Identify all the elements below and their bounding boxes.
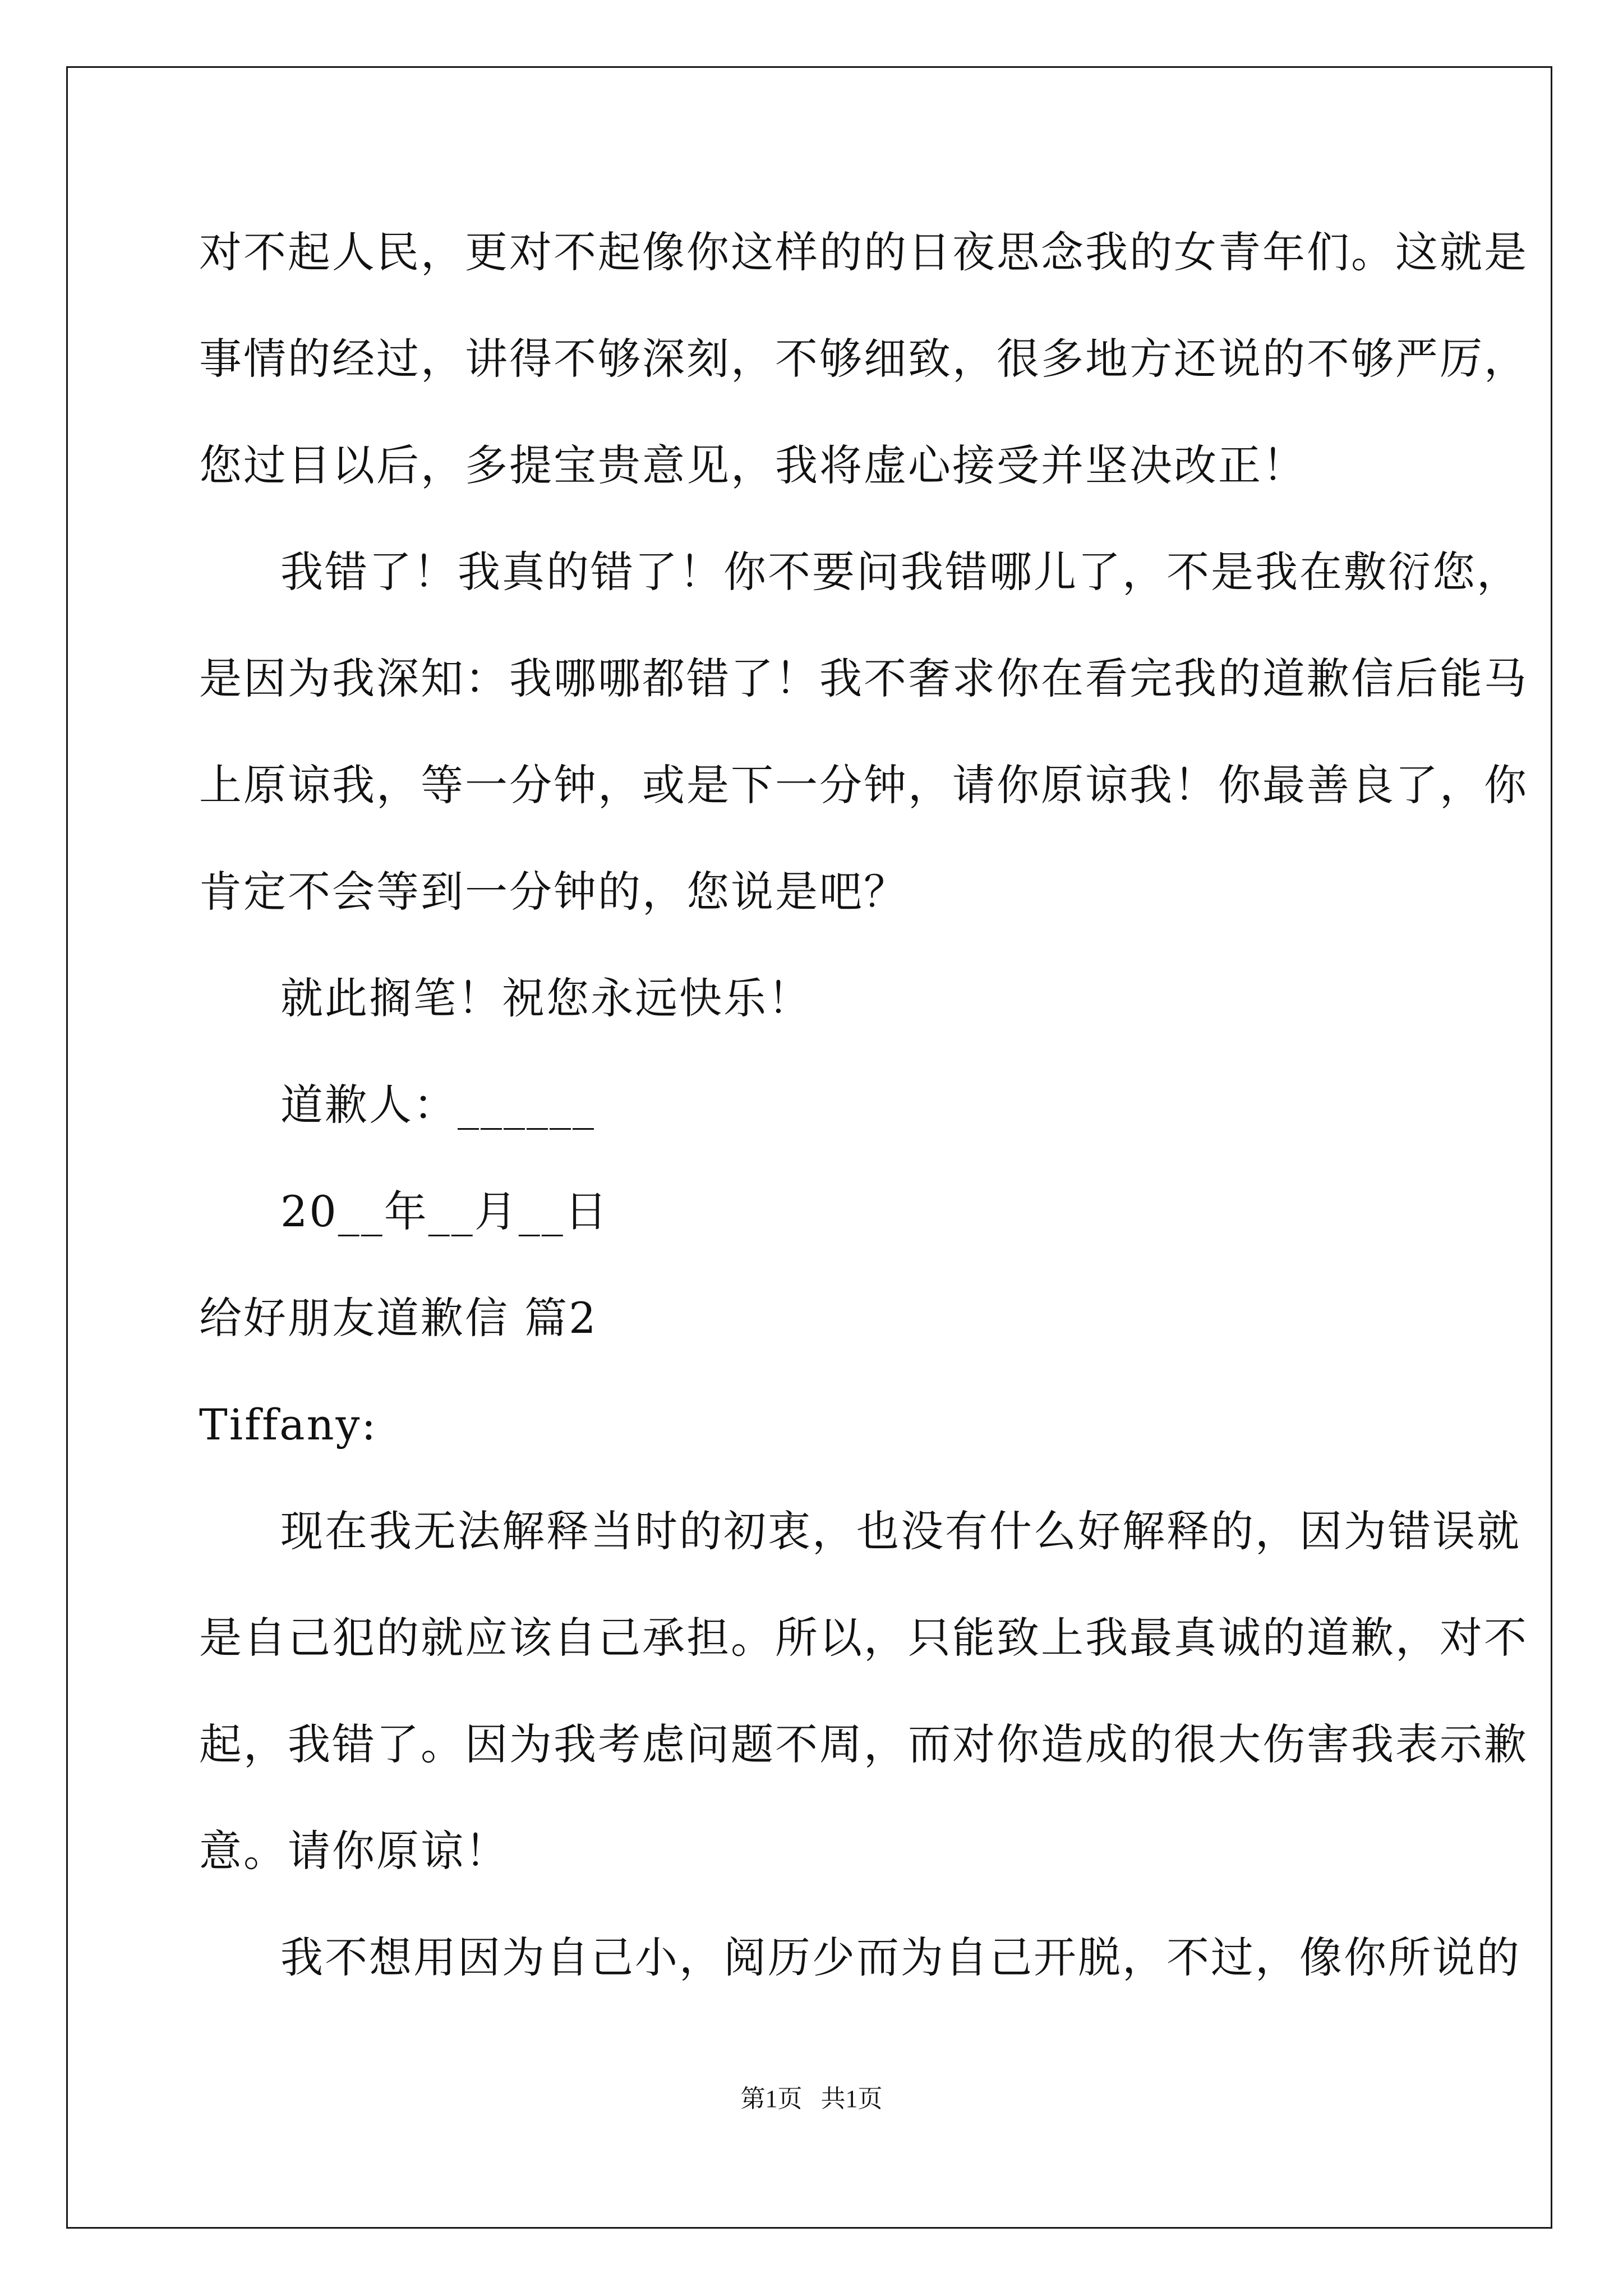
text-line: 上原谅我，等一分钟，或是下一分钟，请你原谅我！你最善良了，你 bbox=[199, 760, 1528, 810]
paragraph-start: 现在我无法解释当时的初衷，也没有什么好解释的，因为错误就 bbox=[280, 1506, 1521, 1556]
text-line: 意。请你原谅！ bbox=[199, 1826, 509, 1876]
text-line: 起，我错了。因为我考虑问题不周，而对你造成的很大伤害我表示歉 bbox=[199, 1719, 1528, 1769]
text-line: 是因为我深知：我哪哪都错了！我不奢求你在看完我的道歉信后能马 bbox=[199, 654, 1528, 703]
text-line: 肯定不会等到一分钟的，您说是吧？ bbox=[199, 867, 908, 917]
text-line: 是自己犯的就应该自己承担。所以，只能致上我最真诚的道歉，对不 bbox=[199, 1613, 1528, 1663]
section-heading: 给好朋友道歉信 篇2 bbox=[199, 1293, 598, 1343]
closing-line: 就此搁笔！祝您永远快乐！ bbox=[280, 973, 812, 1023]
signature-line: 道歉人：______ bbox=[280, 1080, 596, 1130]
text-line: 您过目以后，多提宝贵意见，我将虚心接受并坚决改正！ bbox=[199, 440, 1307, 490]
page-footer: 第1页 共1页 bbox=[740, 2085, 883, 2113]
paragraph-start: 我不想用因为自己小，阅历少而为自己开脱，不过，像你所说的 bbox=[280, 1932, 1521, 1982]
salutation: Tiffany: bbox=[199, 1400, 378, 1450]
text-line: 对不起人民，更对不起像你这样的的日夜思念我的女青年们。这就是 bbox=[199, 227, 1528, 277]
page-border bbox=[66, 66, 1552, 2229]
paragraph-start: 我错了！我真的错了！你不要问我错哪儿了，不是我在敷衍您， bbox=[280, 547, 1521, 597]
date-line: 20__年__月__日 bbox=[280, 1186, 609, 1236]
text-line: 事情的经过，讲得不够深刻，不够细致，很多地方还说的不够严厉， bbox=[199, 334, 1528, 384]
